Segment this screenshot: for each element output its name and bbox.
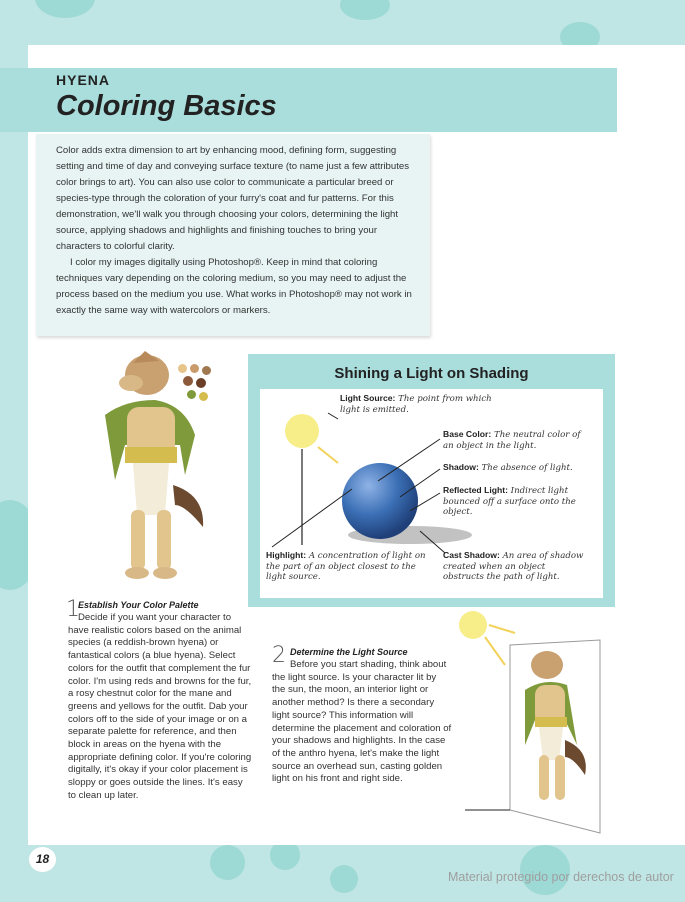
palette-swatch xyxy=(183,376,193,386)
bg-dot xyxy=(330,865,358,893)
copyright-watermark: Material protegido por derechos de autor xyxy=(448,870,674,884)
step-1-heading: Establish Your Color Palette xyxy=(78,600,199,610)
step-2-text: Before you start shading, think about the light source. Is your character lit by the sun, the moon, an interior light or another method? Is there a secondary light source? This information will determine the placement and coloration of your shadows and highlights. In the case of the anthro hyena, let's make the light source an overhead sun, casting golden light on his front and right side. xyxy=(272,659,452,785)
callout-line xyxy=(378,439,440,481)
label-base-color: Base Color: The neutral color of an object in the light. xyxy=(443,429,581,451)
palette-swatch xyxy=(190,364,199,373)
step-1-text: Decide if you want your character to have realistic colors based on the animal species (a reddish-brown hyena) or fantastical colors (a blue hyena). Select colors for the outfit that complement the fur color. I'm using reds and browns for the fur, a rosy chestnut color for the mane and greens and yellows for the outfit. Dab your colors off to the side of your image or on a separate palette for reference, and then block in areas on the hyena with the appropriate defining color. If you're coloring digitally, it's okay if your color placement is sloppy or goes outside the lines. It's easy to clean up later. xyxy=(68,612,252,801)
label-reflected-light: Reflected Light: Indirect light bounced off a surface onto the object. xyxy=(443,485,576,517)
light-ray xyxy=(318,447,338,463)
hyena-illustration-light xyxy=(455,605,615,835)
palette-swatch xyxy=(202,366,211,375)
bg-dot xyxy=(210,845,245,880)
callout-line xyxy=(272,489,352,547)
step-2-number: 2 xyxy=(272,643,286,668)
series-label: HYENA xyxy=(56,72,111,88)
palette-swatch xyxy=(196,378,206,388)
bg-dot xyxy=(340,0,390,20)
bg-dot xyxy=(35,0,95,18)
shading-sidebar-title: Shining a Light on Shading xyxy=(334,365,529,382)
palette-swatch xyxy=(187,390,196,399)
label-shadow: Shadow: The absence of light. xyxy=(443,462,573,473)
intro-text xyxy=(56,143,424,319)
intro-paragraph-1: Color adds extra dimension to art by enhancing mood, defining form, suggesting setting and time of day and conveying surface texture (to name just a few attributes color brings to art). You can also use color to communicate a particular breed or species-type through the coloration of your furry's coat and fur patterns. For this demonstration, we'll walk you through choosing your colors, determining the light source, applying shadows and highlights and finishing touches to bring your characters to colorful clarity. xyxy=(56,145,410,252)
step-1-number: 1 xyxy=(66,597,80,622)
intro-paragraph-2: I color my images digitally using Photoshop®. Keep in mind that coloring techniques vary depending on the coloring medium, so you may need to adjust the process based on the medium you use. What works in Photoshop® may not work in exactly the same way with watercolors or markers. xyxy=(56,257,412,316)
label-light-source: Light Source: The point from which light is emitted. xyxy=(340,393,492,415)
light-source-sun xyxy=(285,414,319,448)
page-title: Coloring Basics xyxy=(56,90,277,122)
overhead-sun xyxy=(459,611,487,639)
page-number: 18 xyxy=(29,847,56,872)
palette-swatch xyxy=(199,392,208,401)
label-cast-shadow: Cast Shadow: An area of shadow created when an object obstructs the path of light. xyxy=(443,550,584,582)
label-highlight: Highlight: A concentration of light on the part of an object closest to the light source. xyxy=(266,550,426,582)
step-2-heading: Determine the Light Source xyxy=(290,647,408,657)
palette-swatch xyxy=(178,364,187,373)
shaded-sphere xyxy=(342,463,418,539)
